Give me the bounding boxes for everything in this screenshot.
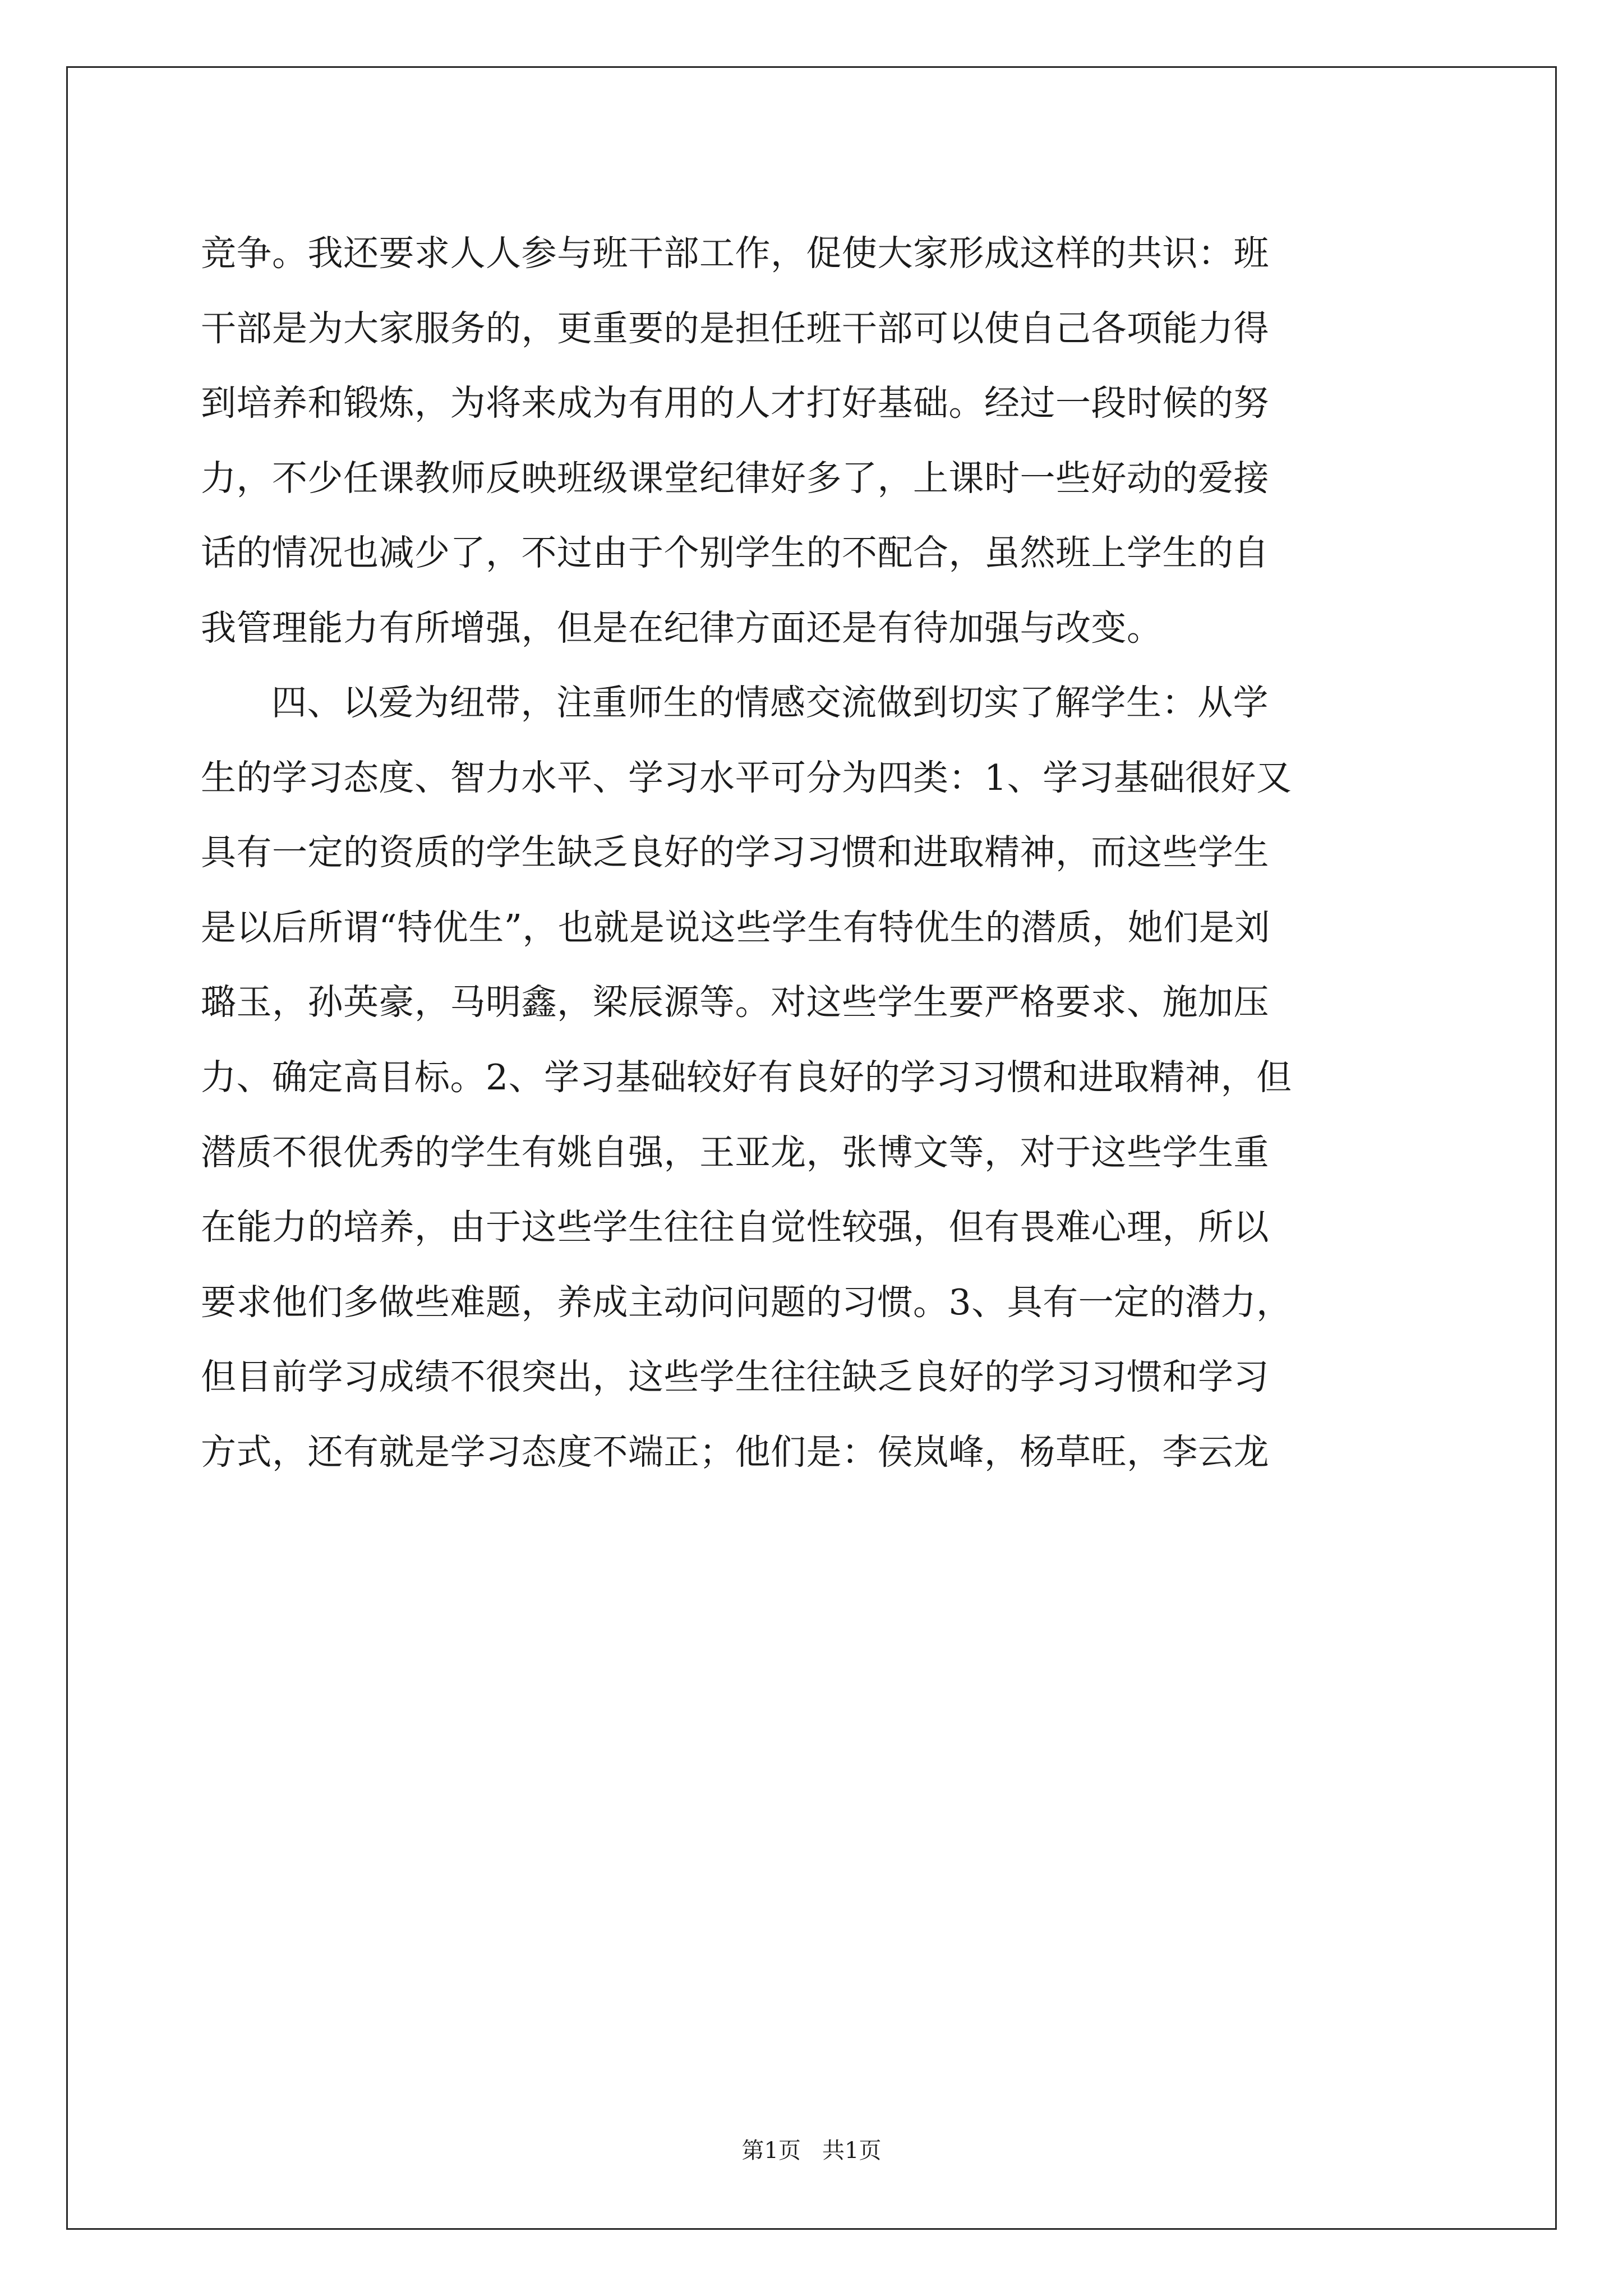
text-line: 生的学习态度、智力水平、学习水平可分为四类：1、学习基础很好又 bbox=[201, 757, 1292, 798]
text-line: 在能力的培养，由于这些学生往往自觉性较强，但有畏难心理，所以 bbox=[201, 1207, 1269, 1248]
text-line: 要求他们多做些难题，养成主动问问题的习惯。3、具有一定的潜力， bbox=[201, 1281, 1292, 1323]
text-line: 璐玉，孙英豪，马明鑫，梁辰源等。对这些学生要严格要求、施加压 bbox=[201, 982, 1269, 1023]
text-line: 竞争。我还要求人人参与班干部工作，促使大家形成这样的共识：班 bbox=[201, 233, 1269, 274]
text-line: 我管理能力有所增强，但是在纪律方面还是有待加强与改变。 bbox=[201, 607, 1163, 648]
text-line: 到培养和锻炼，为将来成为有用的人才打好基础。经过一段时候的努 bbox=[201, 383, 1269, 424]
paragraph-2 bbox=[201, 665, 1423, 1489]
text-line: 方式，还有就是学习态度不端正；他们是：侯岚峰，杨草旺，李云龙 bbox=[201, 1431, 1269, 1473]
text-line: 但目前学习成绩不很突出，这些学生往往缺乏良好的学习习惯和学习 bbox=[201, 1356, 1269, 1398]
page-number: 第1页 bbox=[741, 2138, 801, 2164]
document-body bbox=[201, 216, 1423, 1489]
text-line: 力，不少任课教师反映班级课堂纪律好多了，上课时一些好动的爱接 bbox=[201, 457, 1269, 499]
page-footer bbox=[0, 2133, 1623, 2165]
page-count: 共1页 bbox=[822, 2138, 882, 2164]
text-line: 潜质不很优秀的学生有姚自强，王亚龙，张博文等，对于这些学生重 bbox=[201, 1131, 1269, 1173]
text-line: 四、以爱为纽带，注重师生的情感交流做到切实了解学生：从学 bbox=[271, 682, 1269, 724]
text-line: 干部是为大家服务的，更重要的是担任班干部可以使自己各项能力得 bbox=[201, 307, 1269, 349]
text-line: 力、确定高目标。2、学习基础较好有良好的学习习惯和进取精神，但 bbox=[201, 1057, 1292, 1098]
paragraph-1 bbox=[201, 216, 1423, 665]
text-line: 话的情况也减少了，不过由于个别学生的不配合，虽然班上学生的自 bbox=[201, 532, 1269, 574]
text-line: 具有一定的资质的学生缺乏良好的学习习惯和进取精神，而这些学生 bbox=[201, 832, 1269, 873]
text-line: 是以后所谓“特优生”，也就是说这些学生有特优生的潜质，她们是刘 bbox=[201, 907, 1270, 948]
